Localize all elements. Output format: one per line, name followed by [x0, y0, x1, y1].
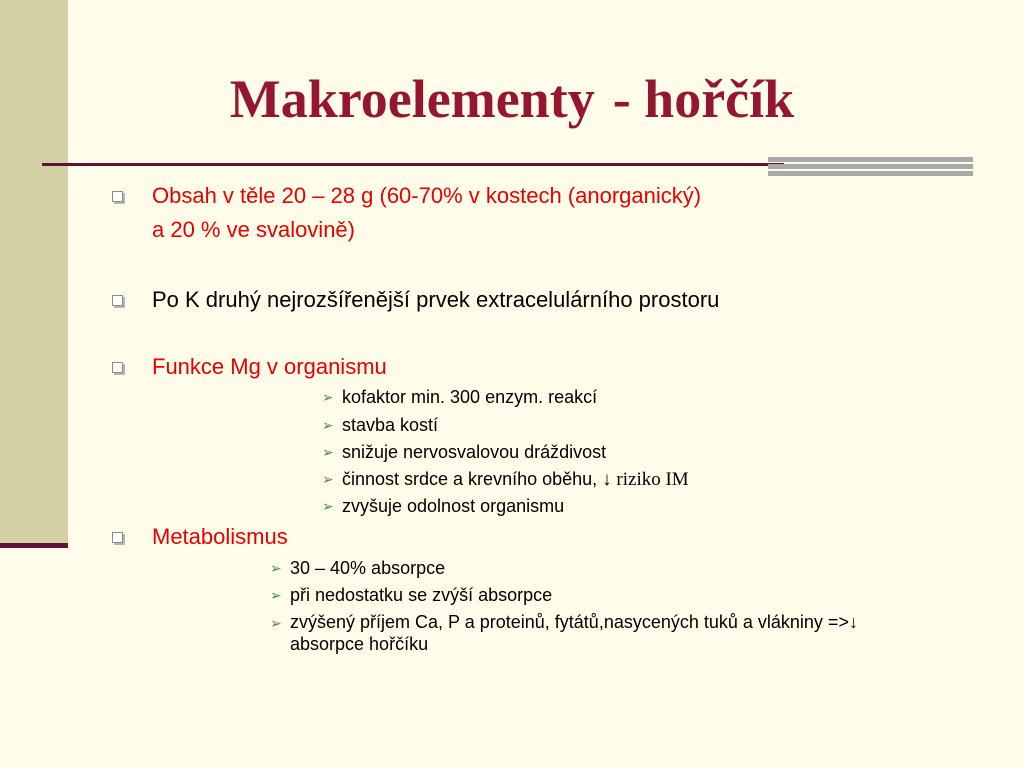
sub-item-text: 30 – 40% absorpce: [290, 558, 446, 578]
bullet-text: Po K druhý nejrozšířenější prvek extracelulárního prostoru: [152, 287, 720, 312]
left-decor-rule: [0, 543, 68, 548]
arrow-bullet-icon: ➢: [270, 560, 282, 576]
sub-item-text: kofaktor min. 300 enzym. reakcí: [342, 387, 598, 407]
sub-item: [322, 467, 689, 492]
arrow-bullet-icon: ➢: [270, 587, 282, 603]
arrow-bullet-icon: ➢: [322, 444, 334, 460]
bullet-text: Funkce Mg v organismu: [152, 354, 387, 379]
arrow-bullet-icon: ➢: [322, 498, 334, 514]
accent-bar: [768, 157, 973, 162]
title-accent-bars: [768, 157, 973, 178]
square-bullet-icon: [112, 295, 123, 306]
sub-item: [270, 556, 445, 580]
sub-item-text: zvýšený příjem Ca, P a proteinů, fytátů,nasycených tuků a vlákniny =>↓ absorpce hořčíku: [290, 612, 858, 654]
sub-item: [322, 413, 438, 437]
sub-item: [270, 611, 890, 655]
title-underline: [42, 163, 784, 166]
sub-item-note: ↓ riziko IM: [602, 469, 689, 490]
slide-title: [0, 64, 1024, 134]
arrow-bullet-icon: ➢: [270, 615, 282, 631]
sub-item: [270, 583, 552, 607]
accent-bar: [768, 164, 973, 169]
sub-item-text: stavba kostí: [342, 415, 439, 435]
accent-bar: [768, 171, 973, 176]
arrow-bullet-icon: ➢: [322, 471, 334, 487]
sub-item: [322, 385, 597, 409]
sub-item-text: zvyšuje odolnost organismu: [342, 496, 565, 516]
bullet-text-line1: Obsah v těle 20 – 28 g (60-70% v kostech (anorganický): [152, 183, 702, 208]
sub-item-text: snižuje nervosvalovou dráždivost: [342, 442, 607, 462]
title-sub: - hořčík: [612, 69, 795, 129]
square-bullet-icon: [112, 362, 123, 373]
bullet-text-line2: a 20 % ve svalovině): [152, 217, 355, 242]
square-bullet-icon: [112, 191, 123, 202]
title-main: Makroelementy: [229, 69, 595, 129]
arrow-bullet-icon: ➢: [322, 417, 334, 433]
square-bullet-icon: [112, 532, 123, 543]
sub-item: [322, 494, 564, 518]
bullet-text: Metabolismus: [152, 524, 288, 549]
arrow-bullet-icon: ➢: [322, 389, 334, 405]
sub-item-text: činnost srdce a krevního oběhu,: [342, 469, 603, 489]
sub-item-text: při nedostatku se zvýší absorpce: [290, 585, 553, 605]
sub-item: [322, 440, 606, 464]
